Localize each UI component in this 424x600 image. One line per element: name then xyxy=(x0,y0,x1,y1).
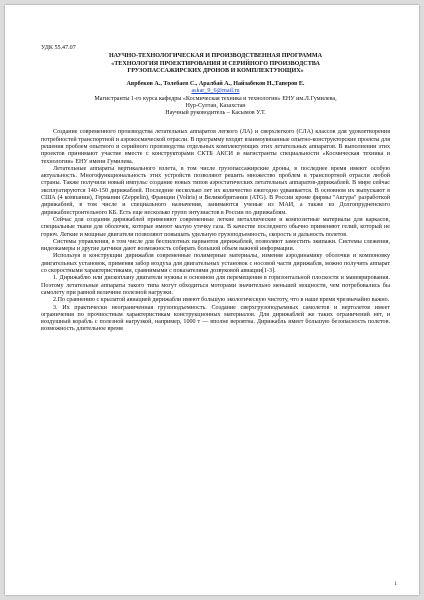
title-line: «ТЕХНОЛОГИЯ ПРОЕКТИРОВАНИЯ И СЕРИЙНОГО ПРОИЗВОДСТВА xyxy=(111,60,320,67)
list-item: 3. Их практически неограниченная грузоподъемность. Создание сверхгрузоподъемных самолетов и вертолетов имеет ограничения по прочностным характеристикам конструкционных материалов. Для дирижаблей же таких ограничений нет, и воздушный корабль с полезной нагрузкой, например, 1000 т — вполне вероятна. Дирижабль имеет большую безопасность полетов. возможность длительное время xyxy=(41,304,390,333)
document-page xyxy=(5,5,419,595)
paper-title xyxy=(41,53,390,75)
affiliation-line: Нур-Султан, Казахстан xyxy=(185,102,246,109)
body-text xyxy=(41,129,390,333)
authors: Аврбеков А., Толебаев С., Аралбай А., Найзабеков Н.,Таперов Е. xyxy=(126,80,305,87)
paragraph: Летательные аппараты вертикального взлета, в том числе грузопассажирские дроны, в последнее время имеют особую актуальность. Многофункциональность этих устройств позволяют решить множество проблем в транспортной отрасли любой страны. Также получили новый импульс создание новых типов аэростатических летательных аппаратов-дирижаблей. В мире сейчас эксплуатируются 140-150 дирижаблей. Последние несколько лет их количество ежегодно удваивается. В основном их выпускают в США (4 компании), Германии (Zeppelin), Франции (Voliris) и Великобритании (ATG). В России кроме фирмы "Авгура" разработкой дирижаблей, в том числе и специального назначения, занимаются ученые из МАИ, а также из Долгопрудненского дирижаблестроительного КБ. Есть еще несколько групп энтузиастов в России по дирижаблям. xyxy=(41,165,390,216)
supervisor-line: Научный руководитель – Касымов У.Т. xyxy=(165,110,266,117)
affiliation-line: Магистранты 1-го курса кафедры «Космическая техника и технологии» ЕНУ им.Л.Гумилева, xyxy=(94,95,337,102)
paragraph: Сейчас для создания дирижаблей применяют современные легкие металлические и композитные материалы для каркасов, специальные ткани для оболочек, которые имеют малую утечку газа. В качестве последнего обычно применяют гелий, который не горюч. Легкие и мощные двигатели позволяют повышать удельную грузоподъемность, скорость и дальность полетов. xyxy=(41,216,390,238)
title-line: НАУЧНО-ТЕХНОЛОГИЧЕСКАЯ И ПРОИЗВОДСТВЕННАЯ ПРОГРАММА xyxy=(108,53,323,60)
paragraph: Используя в конструкции дирижабля современные полимерные материалы, изменяя аэродинамику оболочки и компоновку двигательных установок, применяя забор воздуха для двигательных установок с носовой части дирижабля, можно получить аппарат со скоростными характеристиками, сравнимыми с показателями дозвуковой авиации[1-3]. xyxy=(41,253,390,275)
list-item: 2.По сравнению с крылатой авиацией дирижабли имеют большую экологическую чистоту, что в наше время чрезвычайно важно. xyxy=(53,297,390,304)
udk-code: УДК 55.47.07 xyxy=(41,45,76,51)
paragraph: Системы управления, в том числе для беспилотных вариантов дирижаблей, позволяют заместить экипажи. Системы слежения, видеокамеры и другие датчики дают возможность собирать большой объем важной информации. xyxy=(41,238,390,253)
author-email-link[interactable]: askar_9_6@mail.ru xyxy=(191,88,240,95)
paragraph: Создание современного производства летательных аппаратов легкого (ЛА) и сверхлегкого (СЛА) классов для удовлетворения потребностей транспортной и аэрокосмической отрасли. В программу входят взаимоувязанные опытно-конструкторские проекты для решения проблем опытного и серийного производства отдельных комплектующих этих летательных аппаратов. В выполнении этих проектов принимают участие вместе с конструкторами СКТБ АКСИ и магистранты специальности «Космическая техника и технологии» ЕНУ имени Гумилева. xyxy=(41,129,390,165)
title-line: ГРУЗОПАССАЖИРСКИХ ДРОНОВ И КОМПЛЕКТУЮЩИХ» xyxy=(127,67,304,74)
document-content xyxy=(41,45,390,334)
list-item: 1. Дирижаблю или дископлану двигатели нужны в основном для перемещения в горизонтальной плоскости и маневрирования. Поэтому летательные аппараты такого типа могут обходиться моторами значительно меньшей мощности, чем потребовались бы самолету при равной величине полезной нагрузки. xyxy=(41,275,390,296)
page-number: 1 xyxy=(394,581,397,587)
